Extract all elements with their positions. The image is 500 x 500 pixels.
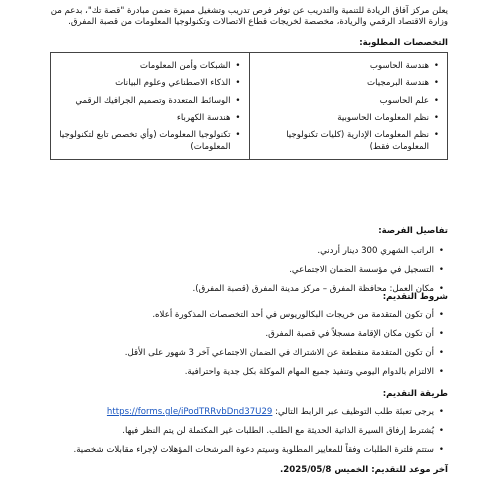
spec-item: • تكنولوجيا المعلومات (وأي تخصص تابع لتكنولوجيا المعلومات)	[53, 130, 231, 153]
condition-item: • أن تكون المتقدمة من خريجات البكالوريوس في أحد التخصصات المذكورة أعلاه.	[40, 310, 434, 321]
application-form-link[interactable]: https://forms.gle/iPodTRRvbDnd37U29	[106, 407, 273, 417]
application-link-item	[40, 407, 434, 418]
conditions-heading: شروط التقديم:	[382, 292, 448, 302]
spec-item: • الشبكات وأمن المعلومات	[53, 61, 231, 72]
opportunity-item: • التسجيل في مؤسسة الضمان الاجتماعي.	[40, 265, 434, 276]
spec-item: • الذكاء الاصطناعي وعلوم البيانات	[53, 78, 231, 89]
spec-item: • الوسائط المتعددة وتصميم الجرافيك الرقمي	[53, 96, 231, 107]
application-heading: طريقة التقديم:	[382, 389, 448, 399]
spec-item: • هندسة الكهرباء	[53, 113, 231, 124]
application-list	[40, 407, 448, 464]
opportunity-heading: تفاصيل الفرصة:	[378, 226, 448, 236]
application-link-prefix: يرجى تعبئة طلب التوظيف عبر الرابط التالي:	[275, 407, 434, 417]
intro-paragraph: يعلن مركز آفاق الريادة للتنمية والتدريب عن توفر فرص تدريب وتشغيل مميزة ضمن مبادرة "قصة تك"، بدعم من وزارة الاقتصاد الرقمي والريادة، مخصصة لخريجات قطاع الاتصالات وتكنولوجيا المعلومات من قصبة المفرق.	[50, 6, 448, 28]
spec-item: • نظم المعلومات الإدارية (كليات تكنولوجيا المعلومات فقط)	[252, 130, 430, 153]
specializations-left-column	[51, 53, 250, 160]
specializations-heading: التخصصات المطلوبة:	[359, 38, 448, 48]
condition-item: • أن تكون المتقدمة منقطعة عن الاشتراك في الضمان الاجتماعي آخر 3 شهور على الأقل.	[40, 348, 434, 359]
application-item: • ستتم فلترة الطلبات وفقاً للمعايير المطلوبة وسيتم دعوة المرشحات المؤهلات لإجراء مقابلات شخصية.	[40, 445, 434, 456]
condition-item: • الالتزام بالدوام اليومي وتنفيذ جميع المهام الموكلة بكل جدية واحترافية.	[40, 367, 434, 378]
condition-item: • أن تكون مكان الإقامة مسجلاً في قصبة المفرق.	[40, 329, 434, 340]
spec-item: • نظم المعلومات الحاسوبية	[252, 113, 430, 124]
opportunity-item: • الراتب الشهري 300 دينار أردني.	[40, 246, 434, 257]
spec-item: • هندسة الحاسوب	[252, 61, 430, 72]
application-item: • يُشترط إرفاق السيرة الذاتية الحديثة مع الطلب. الطلبات غير المكتملة لن يتم النظر فيها.	[40, 426, 434, 437]
spec-item: • هندسة البرمجيات	[252, 78, 430, 89]
specializations-table	[50, 52, 448, 160]
deadline-text: آخر موعد للتقديم: الخميس 2025/05/8.	[280, 465, 448, 475]
spec-item: • علم الحاسوب	[252, 96, 430, 107]
opportunity-item: • مكان العمل: محافظة المفرق – مركز مدينة المفرق (قصبة المفرق).	[40, 284, 434, 295]
conditions-list	[40, 310, 448, 385]
specializations-right-column	[249, 53, 448, 160]
